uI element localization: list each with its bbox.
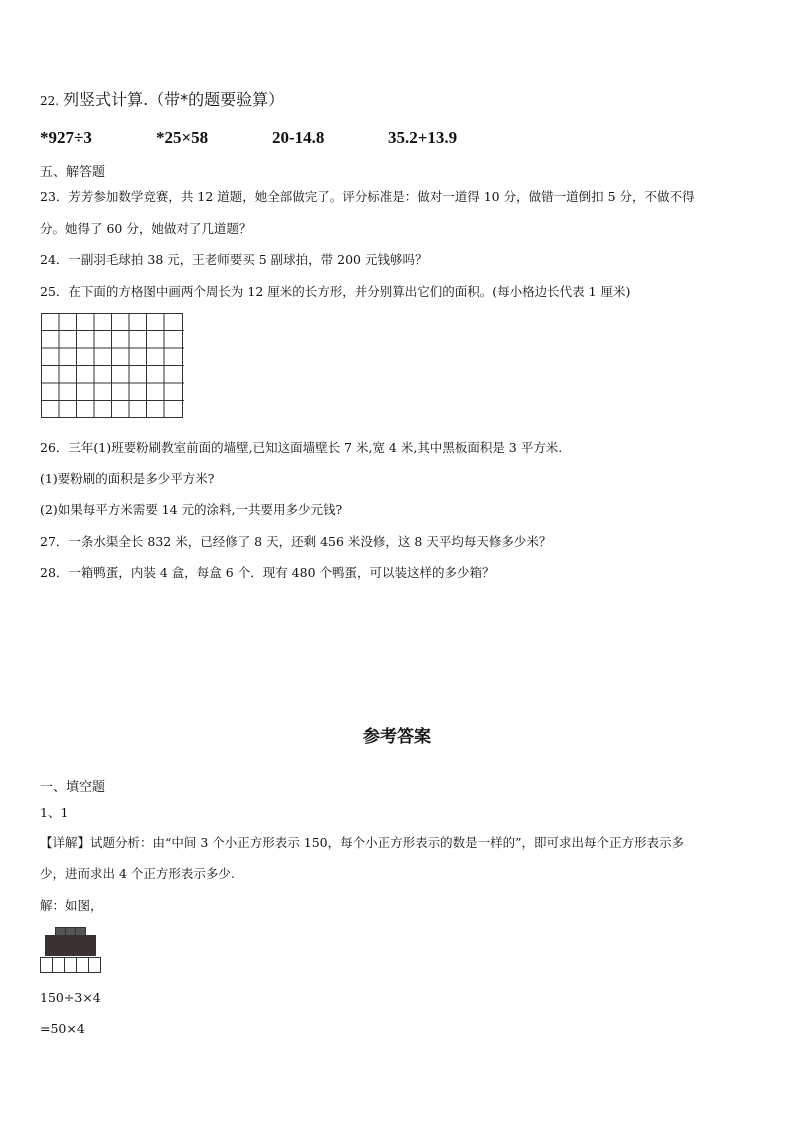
question-25: 25．在下面的方格图中画两个周长为 12 厘米的长方形，并分别算出它们的面积。(每小格边长代表 1 厘米) (40, 284, 631, 299)
answers-section-1: 一、填空题 (40, 780, 106, 795)
calc-item-4: 35.2+13.9 (388, 128, 458, 147)
pyramid-squares-figure (40, 926, 103, 976)
calc-item-3: 20-14.8 (272, 128, 325, 147)
question-28: 28．一箱鸭蛋，内装 4 盒，每盒 6 个．现有 480 个鸭蛋，可以装这样的多少箱？ (40, 565, 495, 580)
question-24: 24．一副羽毛球拍 38 元，王老师要买 5 副球拍，带 200 元钱够吗？ (40, 252, 428, 267)
question-22-heading (40, 87, 284, 110)
question-23-line2: 分。她得了 60 分，她做对了几道题？ (40, 221, 252, 236)
answer-detail-line2: 少，进而求出 4 个正方形表示多少. (40, 866, 235, 881)
question-26-part1: (1)要粉刷的面积是多少平方米? (40, 471, 215, 486)
section-heading-5: 五、解答题 (40, 165, 106, 180)
answer-equation-2: =50×4 (40, 1021, 85, 1036)
answer-item-1: 1、1 (40, 805, 69, 820)
question-23-line1: 23．芳芳参加数学竞赛，共 12 道题，她全部做完了。评分标准是：做对一道得 10 分，做错一道倒扣 5 分，不做不得 (40, 189, 695, 204)
question-27: 27．一条水渠全长 832 米，已经修了 8 天，还剩 456 米没修，这 8 天平均每天修多少米？ (40, 534, 552, 549)
question-26: 26．三年(1)班要粉刷教室前面的墙壁,已知这面墙壁长 7 米,宽 4 米,其中黑板面积是 3 平方米. (40, 440, 563, 455)
question-number: 22. (40, 94, 60, 108)
calc-item-1: *927÷3 (40, 128, 92, 147)
question-text: 列竖式计算.（带*的题要验算） (63, 90, 285, 109)
answer-equation-1: 150÷3×4 (40, 990, 101, 1005)
answer-detail-line1: 【详解】试题分析：由“中间 3 个小正方形表示 150，每个小正方形表示的数是一样的”，即可求出每个正方形表示多 (40, 835, 685, 850)
square-grid (41, 313, 184, 418)
question-26-part2: (2)如果每平方米需要 14 元的涂料,一共要用多少元钱? (40, 502, 343, 517)
answer-solve-label: 解：如图， (40, 898, 103, 913)
calc-item-2: *25×58 (156, 128, 209, 147)
answers-title: 参考答案 (363, 727, 431, 747)
